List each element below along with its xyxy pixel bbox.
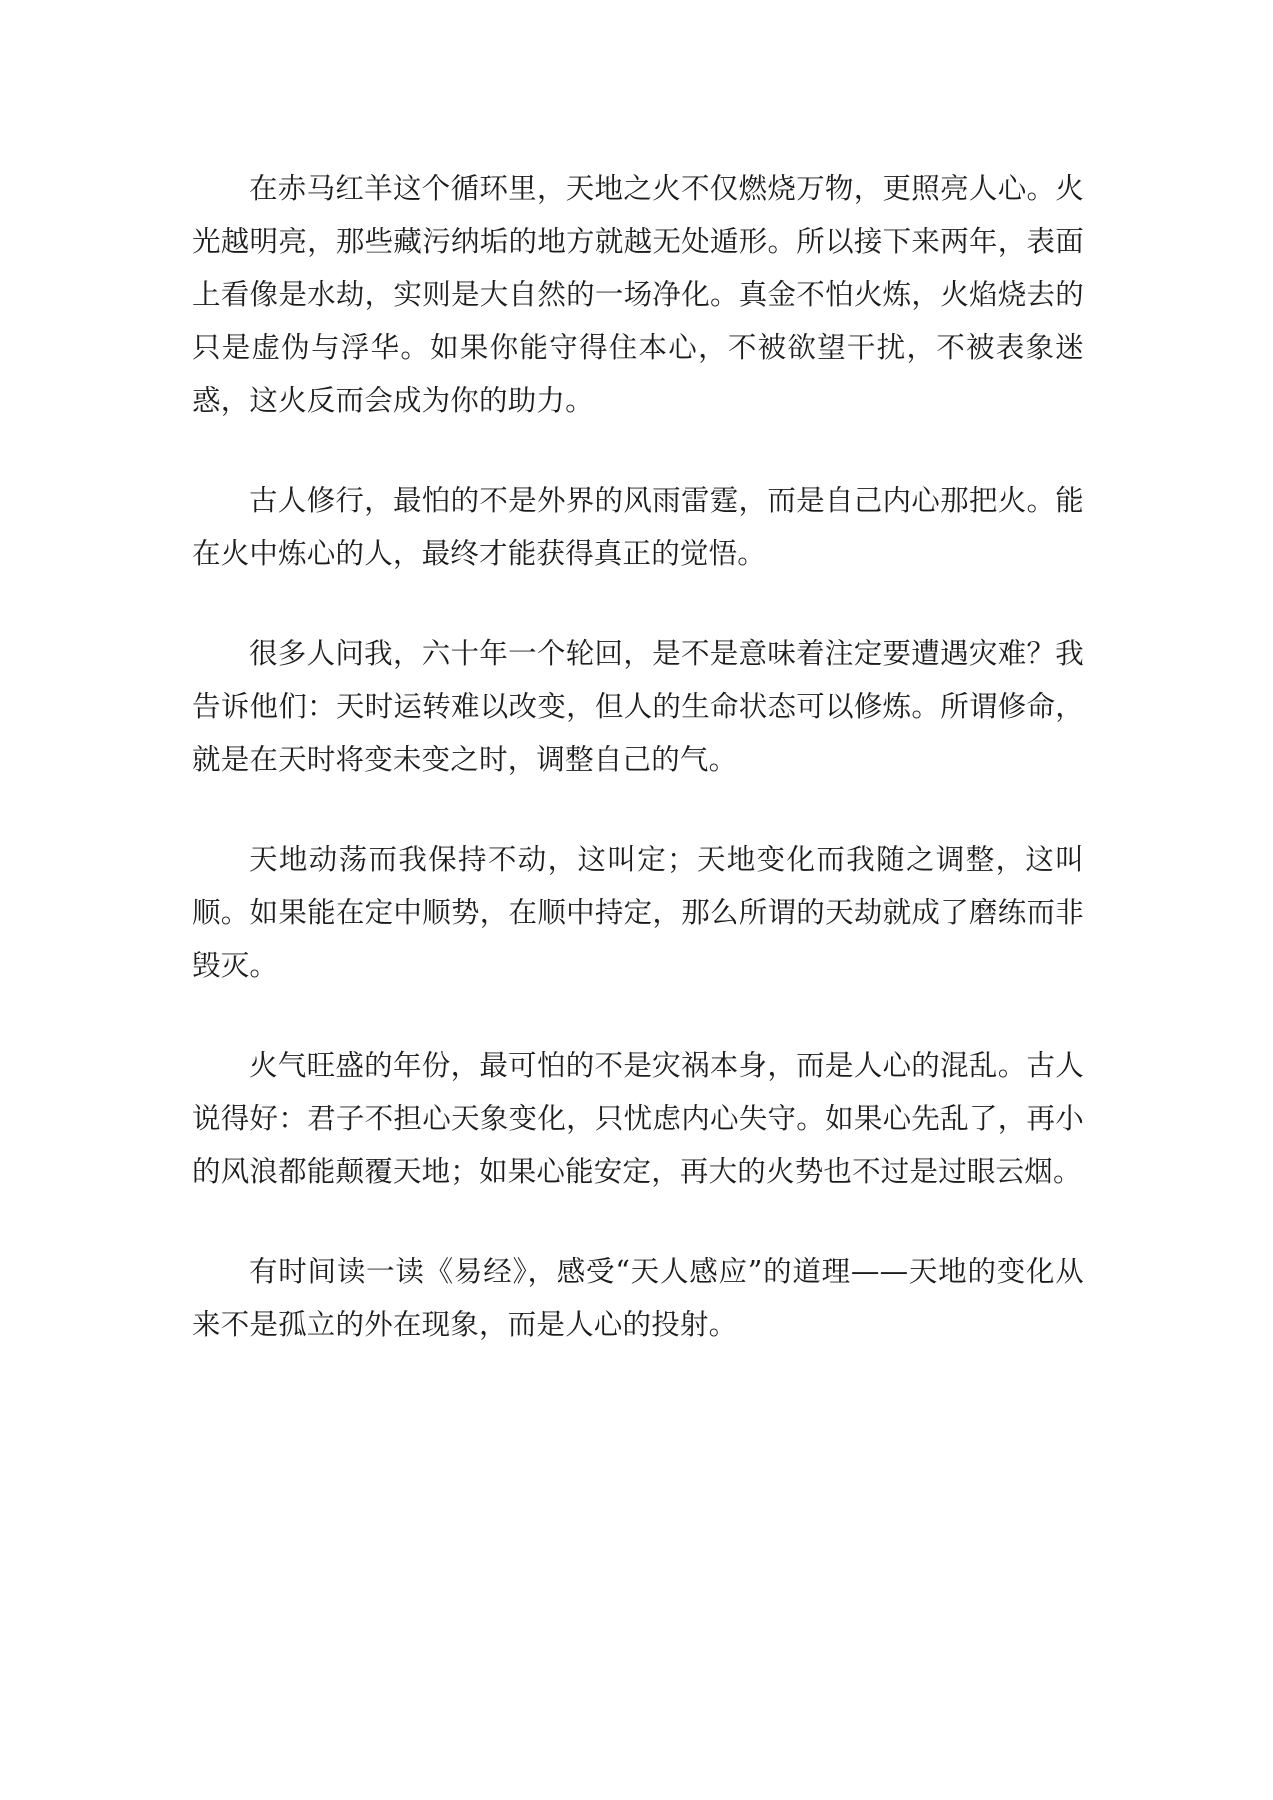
paragraph-3: 很多人问我，六十年一个轮回，是不是意味着注定要遭遇灾难？我告诉他们：天时运转难以改变，但人的生命状态可以修炼。所谓修命，就是在天时将变未变之时，调整自己的气。 — [192, 637, 1084, 776]
paragraph-5: 火气旺盛的年份，最可怕的不是灾祸本身，而是人心的混乱。古人说得好：君子不担心天象变化，只忧虑内心失守。如果心先乱了，再小的风浪都能颠覆天地；如果心能安定，再大的火势也不过是过眼云烟。 — [192, 1049, 1084, 1188]
paragraph-4: 天地动荡而我保持不动，这叫定；天地变化而我随之调整，这叫顺。如果能在定中顺势，在顺中持定，那么所谓的天劫就成了磨练而非毁灭。 — [192, 843, 1084, 982]
paragraph-6: 有时间读一读《易经》，感受“天人感应”的道理——天地的变化从来不是孤立的外在现象，而是人心的投射。 — [192, 1255, 1084, 1341]
document-body — [192, 162, 1084, 1351]
paragraph-1: 在赤马红羊这个循环里，天地之火不仅燃烧万物，更照亮人心。火光越明亮，那些藏污纳垢的地方就越无处遁形。所以接下来两年，表面上看像是水劫，实则是大自然的一场净化。真金不怕火炼，火焰烧去的只是虚伪与浮华。如果你能守得住本心，不被欲望干扰，不被表象迷惑，这火反而会成为你的助力。 — [192, 172, 1084, 417]
paragraph-2: 古人修行，最怕的不是外界的风雨雷霆，而是自己内心那把火。能在火中炼心的人，最终才能获得真正的觉悟。 — [192, 484, 1084, 570]
